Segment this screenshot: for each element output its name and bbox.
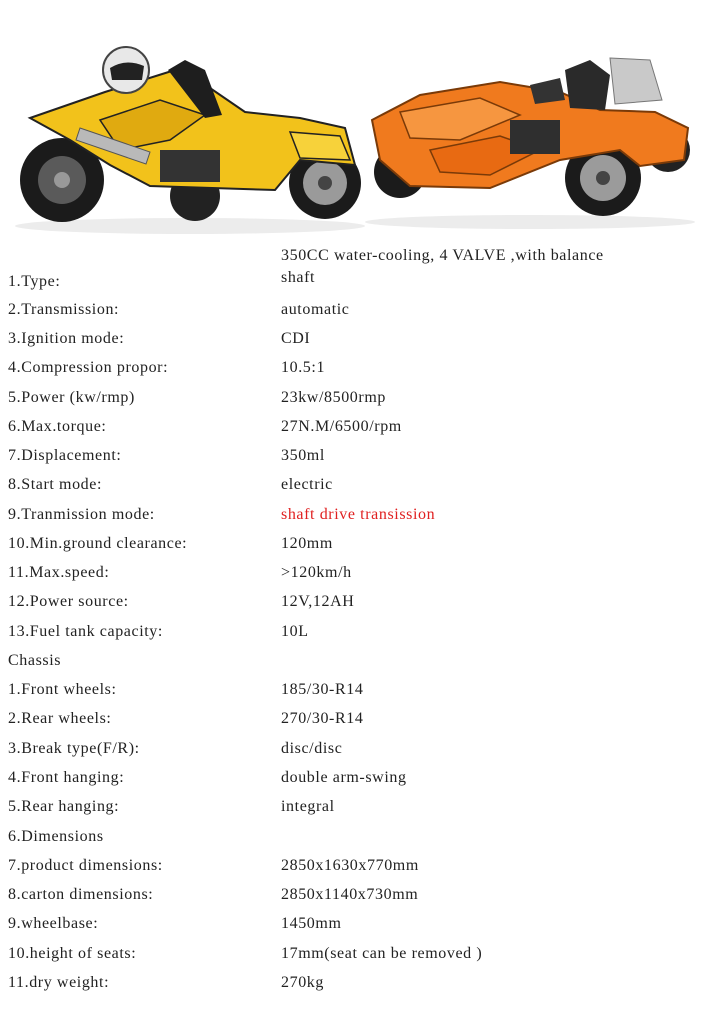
spec-row [0,587,701,616]
spec-value: electric [281,476,333,493]
spec-row [0,880,701,909]
spec-label: 9.wheelbase: [8,915,99,932]
spec-value: 350CC water-cooling, 4 VALVE ,with balance shaft [281,247,604,286]
spec-row [0,558,701,587]
trike-photos-svg [0,0,701,240]
spec-row [0,939,701,968]
spec-label: 8.Start mode: [8,476,103,493]
spec-label: Chassis [8,652,62,669]
spec-row [0,295,701,324]
spec-label: 1.Front wheels: [8,681,117,698]
spec-label: 5.Rear hanging: [8,798,120,815]
spec-row [0,383,701,412]
spec-row [0,353,701,382]
spec-label: 3.Ignition mode: [8,330,125,347]
spec-value: 270/30-R14 [281,710,364,727]
spec-value: integral [281,798,335,815]
spec-label: 13.Fuel tank capacity: [8,623,163,640]
spec-value: 185/30-R14 [281,681,364,698]
spec-label: 10.Min.ground clearance: [8,535,188,552]
spec-value: disc/disc [281,740,343,757]
spec-label: 11.Max.speed: [8,564,110,581]
spec-row [0,470,701,499]
orange-trike-photo [365,58,695,229]
spec-label: 2.Transmission: [8,301,120,318]
spec-row [0,529,701,558]
spec-value: 120mm [281,535,333,552]
spec-value: >120km/h [281,564,352,581]
spec-value: shaft drive transission [281,506,436,523]
spec-row [0,792,701,821]
spec-value: 2850x1140x730mm [281,886,419,903]
spec-value: 17mm(seat can be removed ) [281,945,483,962]
spec-value: 23kw/8500rmp [281,389,386,406]
spec-row [0,763,701,792]
spec-row [0,675,701,704]
product-photos [0,0,701,240]
spec-value: automatic [281,301,350,318]
spec-value: double arm-swing [281,769,407,786]
spec-value: 10L [281,623,309,640]
spec-value: 10.5:1 [281,359,326,376]
spec-row [0,324,701,353]
spec-label: 2.Rear wheels: [8,710,112,727]
spec-label: 8.carton dimensions: [8,886,154,903]
spec-label: 7.Displacement: [8,447,122,464]
spec-label: 12.Power source: [8,593,129,610]
spec-row [0,247,701,296]
spec-row [0,500,701,529]
spec-label: 5.Power (kw/rmp) [8,389,135,406]
spec-row [0,851,701,880]
spec-label: 4.Front hanging: [8,769,125,786]
spec-row [0,968,701,997]
yellow-trike-photo [15,47,365,234]
spec-row [0,909,701,938]
spec-label: 7.product dimensions: [8,857,163,874]
spec-label: 6.Dimensions [8,828,104,845]
spec-row [0,617,701,646]
spec-value: 1450mm [281,915,342,932]
spec-row [0,441,701,470]
spec-row [0,822,701,851]
spec-label: 11.dry weight: [8,974,110,991]
spec-value: 2850x1630x770mm [281,857,419,874]
spec-value: 350ml [281,447,325,464]
spec-label: 1.Type: [8,273,61,290]
spec-value: 27N.M/6500/rpm [281,418,402,435]
spec-label: 9.Tranmission mode: [8,506,155,523]
spec-row [0,412,701,441]
spec-row [0,646,701,675]
spec-label: 10.height of seats: [8,945,137,962]
spec-value: 12V,12AH [281,593,355,610]
spec-label: 6.Max.torque: [8,418,107,435]
spec-label: 3.Break type(F/R): [8,740,140,757]
spec-row [0,734,701,763]
spec-value: 270kg [281,974,324,991]
spec-value: CDI [281,330,311,347]
spec-label: 4.Compression propor: [8,359,169,376]
spec-row [0,704,701,733]
